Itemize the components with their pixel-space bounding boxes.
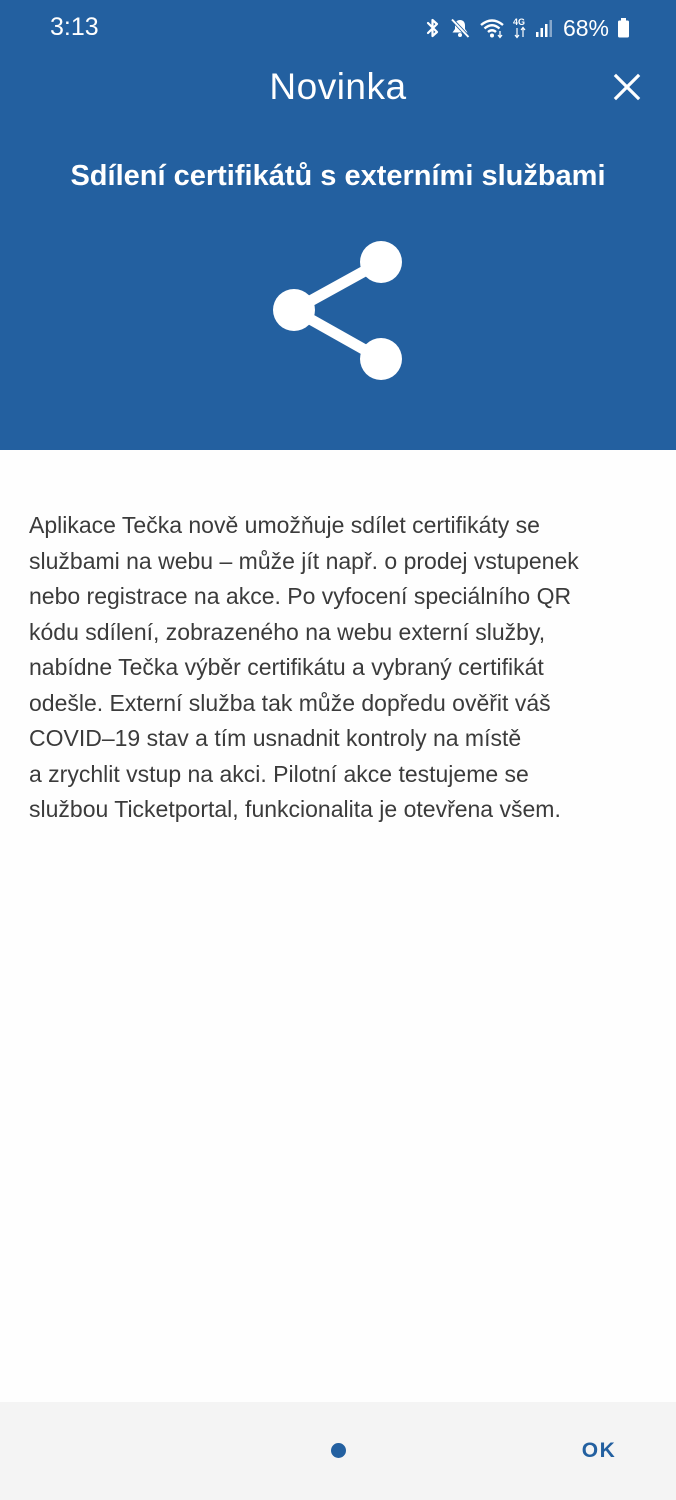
status-bar <box>0 0 676 56</box>
bluetooth-icon <box>425 17 441 39</box>
dialog-title: Novinka <box>269 66 407 107</box>
4g-icon <box>513 16 527 40</box>
mute-icon <box>449 17 471 39</box>
share-icon <box>272 238 404 382</box>
battery-icon <box>617 17 630 39</box>
svg-text:4G: 4G <box>512 17 525 27</box>
feature-heading: Sdílení certifikátů s externími službami <box>70 160 606 192</box>
close-button[interactable] <box>604 66 650 112</box>
status-time: 3:13 <box>50 13 99 41</box>
wifi-icon <box>479 17 505 39</box>
page-indicator-dot <box>331 1443 346 1458</box>
battery-percent: 68% <box>562 14 609 41</box>
close-icon <box>613 73 641 106</box>
ok-button[interactable]: OK <box>581 1439 617 1462</box>
header-banner <box>0 0 676 450</box>
status-icons <box>425 14 630 42</box>
bottom-bar <box>0 1402 676 1500</box>
feature-description: Aplikace Tečka nově umožňuje sdílet certifikáty se službami na webu – může jít např. o prodej vstupenek nebo registrace na akce. Po vyfocení speciálního QR kódu sdílení, zobrazeného na webu externí služby, nabídne Tečka výběr certifikátu a vybraný certifikát odešle. Externí služba tak může dopředu ověřit váš COVID–19 stav a tím usnadnit kontroly na místě a zrychlit vstup na akci. Pilotní akce testujeme se službou Ticketportal, funkcionalita je otevřena všem. <box>29 512 579 822</box>
signal-icon <box>535 17 553 39</box>
